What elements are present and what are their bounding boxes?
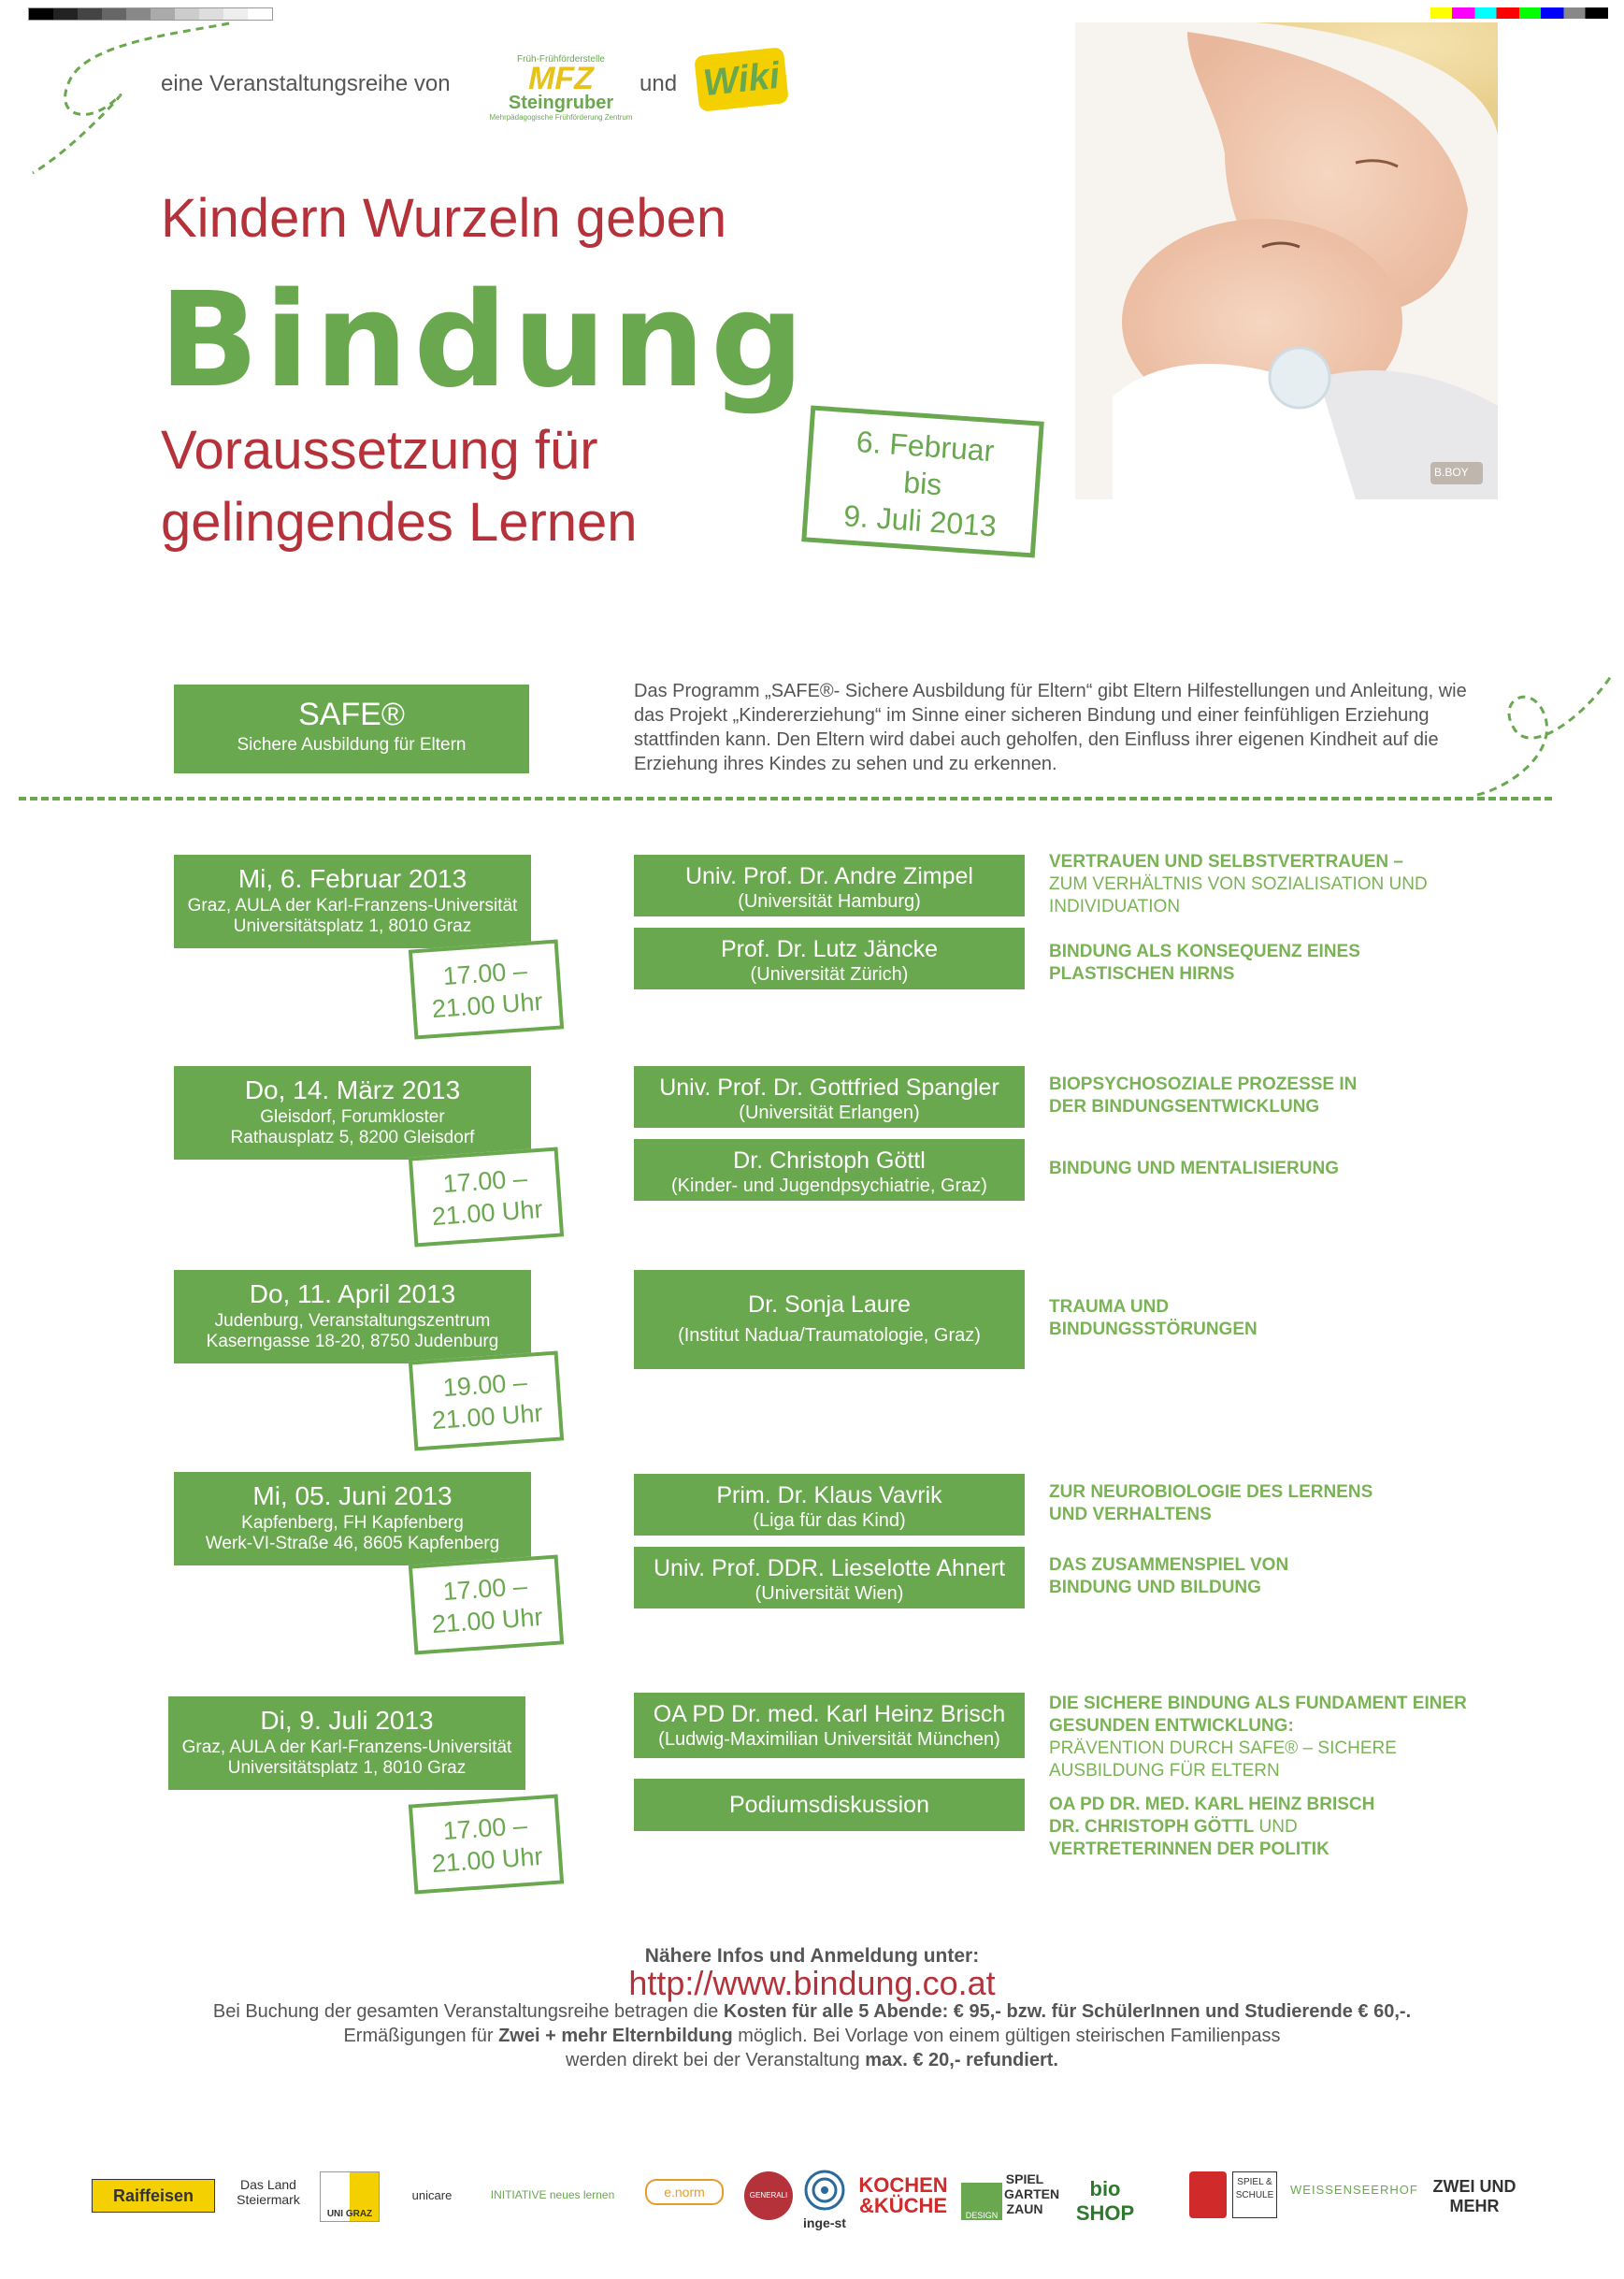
event-3-place2: Kaserngasse 18-20, 8750 Judenburg (206, 1332, 499, 1351)
topic-bold: BINDUNG UND MENTALISIERUNG (1049, 1159, 1339, 1178)
speaker-affiliation: (Universität Hamburg) (738, 891, 921, 912)
sponsor-generali: GENERALI (744, 2171, 793, 2220)
title-main: Bindung (159, 265, 811, 417)
sponsor-unicare: unicare (411, 2188, 453, 2202)
topic-rest: ZUM VERHÄLTNIS VON SOZIALISATION UND INDIVIDUATION (1049, 874, 1428, 916)
date-range-stamp (801, 405, 1044, 557)
event-4-topic-2 (1049, 1554, 1329, 1599)
speaker-name: Univ. Prof. Dr. Andre Zimpel (685, 863, 973, 889)
event-3-place1: Judenburg, Veranstaltungszentrum (214, 1311, 491, 1331)
sponsor-land-2: Steiermark (237, 2192, 300, 2207)
cost-line (0, 2001, 1624, 2023)
sponsor-land (226, 2177, 310, 2207)
event-2-speaker-1 (634, 1066, 1025, 1128)
logo-mfz-main: MFZ (528, 61, 594, 96)
logo-mfz-top: Früh-Frühförderstelle (517, 54, 605, 65)
event-4-place2: Werk-VI-Straße 46, 8605 Kapfenberg (205, 1534, 500, 1553)
event-4-topic-1 (1049, 1481, 1404, 1526)
speaker-name: Univ. Prof. DDR. Lieselotte Ahnert (653, 1555, 1006, 1581)
event-1-speaker-2 (634, 928, 1025, 989)
sponsor-zwei: ZWEI UND MEHR (1432, 2177, 1516, 2215)
event-2-topic-2 (1049, 1158, 1488, 1180)
event-1-date-box (174, 855, 531, 948)
title-line3b: gelingendes Lernen (161, 492, 638, 553)
title-line3a: Voraussetzung für (161, 420, 598, 481)
event-5-date: Di, 9. Juli 2013 (260, 1706, 434, 1735)
event-5-topic-1 (1049, 1693, 1498, 1782)
logo-wiki (694, 47, 789, 112)
sponsor-ingest (797, 2168, 853, 2230)
topic-bold: OA PD DR. MED. KARL HEINZ BRISCH (1049, 1795, 1375, 1814)
event-5-topic-2 (1049, 1794, 1488, 1816)
event-2-date-box (174, 1066, 531, 1160)
topic-rest: PRÄVENTION DURCH SAFE® – SICHERE AUSBILDUNG FÜR ELTERN (1049, 1738, 1397, 1781)
topic-bold: BIOPSYCHOSOZIALE PROZESSE IN DER BINDUNGSENTWICKLUNG (1049, 1075, 1358, 1117)
event-2-time (409, 1147, 564, 1248)
sponsor-redlogo (1189, 2171, 1227, 2218)
event-4-time2: 21.00 Uhr (430, 1602, 544, 1639)
event-5-place2: Universitätsplatz 1, 8010 Graz (227, 1758, 467, 1778)
event-1-place1: Graz, AULA der Karl-Franzens-Universität (187, 896, 518, 916)
discount-highlight: Zwei + mehr Elternbildung (498, 2026, 733, 2046)
speaker-name: Podiumsdiskussion (729, 1792, 929, 1818)
event-1-place2: Universitätsplatz 1, 8010 Graz (233, 916, 472, 936)
event-1-date: Mi, 6. Februar 2013 (237, 864, 467, 893)
speaker-affiliation: (Kinder- und Jugendpsychiatrie, Graz) (671, 1176, 987, 1196)
event-3-topic-1 (1049, 1296, 1258, 1341)
event-4-time (409, 1555, 564, 1655)
sponsor-uni: UNI GRAZ (320, 2171, 380, 2222)
speaker-name: Univ. Prof. Dr. Gottfried Spangler (659, 1075, 999, 1101)
event-1-speaker-1 (634, 855, 1025, 916)
intro-text: eine Veranstaltungsreihe von (161, 71, 451, 96)
event-5-date-box (168, 1696, 525, 1790)
speaker-affiliation: (Universität Zürich) (750, 964, 909, 985)
topic-bold: DIE SICHERE BINDUNG ALS FUNDAMENT EINER GESUNDEN ENTWICKLUNG: (1049, 1694, 1467, 1736)
safe-title: SAFE® (298, 697, 405, 732)
discount-text-a: Ermäßigungen für (343, 2026, 494, 2046)
dashed-swirl-right (1459, 655, 1617, 804)
info-label: Nähere Infos und Anmeldung unter: (644, 1945, 980, 1967)
event-1-time (409, 940, 564, 1040)
discount-line (0, 2026, 1624, 2047)
sponsor-raiffeisen: Raiffeisen (92, 2179, 215, 2213)
topic-bold: DAS ZUSAMMENSPIEL VON BINDUNG UND BILDUNG (1049, 1555, 1289, 1597)
info-url[interactable]: http://www.bindung.co.at (628, 1964, 996, 2002)
event-2-topic-1 (1049, 1074, 1386, 1118)
event-1-time1: 17.00 – (441, 956, 528, 991)
event-3-date: Do, 11. April 2013 (249, 1279, 456, 1308)
sponsor-spiel-2: GARTEN (1004, 2186, 1060, 2201)
topic-bold: BINDUNG ALS KONSEQUENZ EINES PLASTISCHEN HIRNS (1049, 942, 1360, 984)
sponsor-spielschule: SPIEL & SCHULE (1232, 2171, 1277, 2218)
print-marks-right (1430, 7, 1608, 19)
event-2-place1: Gleisdorf, Forumkloster (260, 1107, 445, 1127)
sponsor-abro: DESIGN (961, 2183, 1002, 2220)
event-4-speaker-1 (634, 1474, 1025, 1536)
event-5-speaker-1 (634, 1693, 1025, 1758)
refund-highlight: max. € 20,- refundiert. (865, 2050, 1058, 2070)
sponsor-initiative: INITIATIVE neues lernen (490, 2188, 615, 2201)
sponsor-ingest-label: inge-st (803, 2215, 846, 2230)
event-4-time1: 17.00 – (441, 1571, 528, 1607)
sponsor-weissensee: WEISSENSEERHOF (1290, 2183, 1418, 2197)
safe-description: Das Programm „SAFE®- Sichere Ausbildung für Eltern“ gibt Eltern Hilfestellungen und Anleitung, wie das Projekt „Kindererziehung“ im Sinne einer sicheren Bindung und einer feinfühligen Erziehung stattfinden kann. Den Eltern wird dabei auch geholfen, den Einfluss ihrer eigenen Kindheit auf die Erziehung ihres Kindes zu sehen und zu erkennen. (634, 681, 1467, 774)
sponsor-land-1: Das Land (240, 2177, 296, 2192)
event-5-time1: 17.00 – (441, 1810, 528, 1846)
speaker-name: Prof. Dr. Lutz Jäncke (720, 936, 939, 962)
sponsor-spiel-1: SPIEL (1005, 2171, 1044, 2186)
photo-badge: B.BOY (1434, 466, 1469, 479)
sponsor-kochen (858, 2175, 948, 2216)
event-4-place1: Kapfenberg, FH Kapfenberg (241, 1513, 464, 1533)
speaker-name: OA PD Dr. med. Karl Heinz Brisch (653, 1701, 1006, 1727)
event-5-time (409, 1795, 564, 1895)
event-1-time2: 21.00 Uhr (430, 987, 544, 1024)
sponsor-kochen-2: &KÜCHE (858, 2194, 948, 2217)
event-4-speaker-2 (634, 1547, 1025, 1608)
speaker-affiliation: (Liga für das Kind) (753, 1510, 906, 1531)
divider (19, 797, 1552, 801)
event-3-date-box (174, 1270, 531, 1363)
topic-bold: DR. CHRISTOPH GÖTTL (1049, 1817, 1255, 1837)
event-1-topic-2 (1049, 941, 1404, 986)
event-5-time2: 21.00 Uhr (430, 1841, 544, 1879)
refund-line (0, 2050, 1624, 2071)
event-2-date: Do, 14. März 2013 (244, 1075, 461, 1104)
event-5-speaker-2 (634, 1779, 1025, 1831)
topic-bold: TRAUMA UND BINDUNGSSTÖRUNGEN (1049, 1297, 1258, 1339)
event-2-time2: 21.00 Uhr (430, 1194, 544, 1232)
dashed-swirl-top (14, 14, 257, 182)
sponsor-bioshop: bio SHOP (1075, 2177, 1135, 2225)
event-2-time1: 17.00 – (441, 1163, 528, 1199)
title-line1: Kindern Wurzeln geben (161, 188, 727, 249)
event-5-topic-4 (1049, 1839, 1488, 1861)
safe-box (174, 685, 529, 773)
stamp-line2: bis (902, 465, 943, 502)
logo-mfz-bottom: Mehrpädagogische Frühförderung Zentrum (489, 113, 633, 122)
speaker-affiliation: (Universität Wien) (755, 1583, 904, 1604)
event-2-speaker-2 (634, 1139, 1025, 1201)
mother-baby-photo (1075, 22, 1498, 499)
event-3-speaker-1 (634, 1270, 1025, 1369)
sponsor-enorm: e.norm (645, 2179, 724, 2205)
speaker-name: Prim. Dr. Klaus Vavrik (716, 1482, 942, 1508)
event-4-date-box (174, 1472, 531, 1565)
topic-bold: VERTRETERINNEN DER POLITIK (1049, 1839, 1329, 1859)
stamp-line1: 6. Februar (855, 424, 996, 469)
event-5-topic-3 (1049, 1816, 1488, 1839)
speaker-name: Dr. Christoph Göttl (733, 1147, 926, 1174)
event-4-date: Mi, 05. Juni 2013 (252, 1481, 453, 1510)
speaker-affiliation: (Institut Nadua/Traumatologie, Graz) (678, 1325, 981, 1346)
speaker-name: Dr. Sonja Laure (748, 1291, 911, 1318)
event-1-topic-1 (1049, 851, 1488, 918)
cost-text: Bei Buchung der gesamten Veranstaltungsreihe betragen die (212, 2001, 719, 2022)
safe-subtitle: Sichere Ausbildung für Eltern (237, 735, 467, 755)
refund-text: werden direkt bei der Veranstaltung (566, 2050, 860, 2070)
stamp-line3: 9. Juli 2013 (842, 498, 998, 543)
event-3-time2: 21.00 Uhr (430, 1398, 544, 1435)
logo-mfz-sub: Steingruber (508, 93, 614, 113)
cost-highlight: Kosten für alle 5 Abende: € 95,- bzw. für SchülerInnen und Studierende € 60,-. (723, 2001, 1412, 2022)
sponsor-spielgarten (1004, 2171, 1060, 2216)
topic-bold: VERTRAUEN UND SELBSTVERTRAUEN – (1049, 852, 1403, 872)
discount-text-c: möglich. Bei Vorlage von einem gültigen steirischen Familienpass (738, 2026, 1281, 2046)
event-3-time (409, 1351, 564, 1451)
topic-bold: ZUR NEUROBIOLOGIE DES LERNENS UND VERHALTENS (1049, 1482, 1373, 1524)
and-text: und (640, 71, 678, 96)
topic-rest: UND (1258, 1817, 1298, 1837)
photo-illustration (1075, 22, 1498, 499)
event-5-place1: Graz, AULA der Karl-Franzens-Universität (181, 1738, 512, 1757)
ingest-spiral-icon (802, 2168, 847, 2213)
speaker-affiliation: (Ludwig-Maximilian Universität München) (658, 1729, 1000, 1750)
logo-wiki-text: Wiki (700, 54, 783, 105)
logo-mfz (467, 54, 654, 129)
event-2-place2: Rathausplatz 5, 8200 Gleisdorf (230, 1128, 475, 1147)
sponsor-kochen-1: KOCHEN (858, 2173, 948, 2197)
speaker-affiliation: (Universität Erlangen) (739, 1103, 920, 1123)
sponsor-spiel-3: ZAUN (1006, 2201, 1043, 2216)
event-3-time1: 19.00 – (441, 1367, 528, 1403)
